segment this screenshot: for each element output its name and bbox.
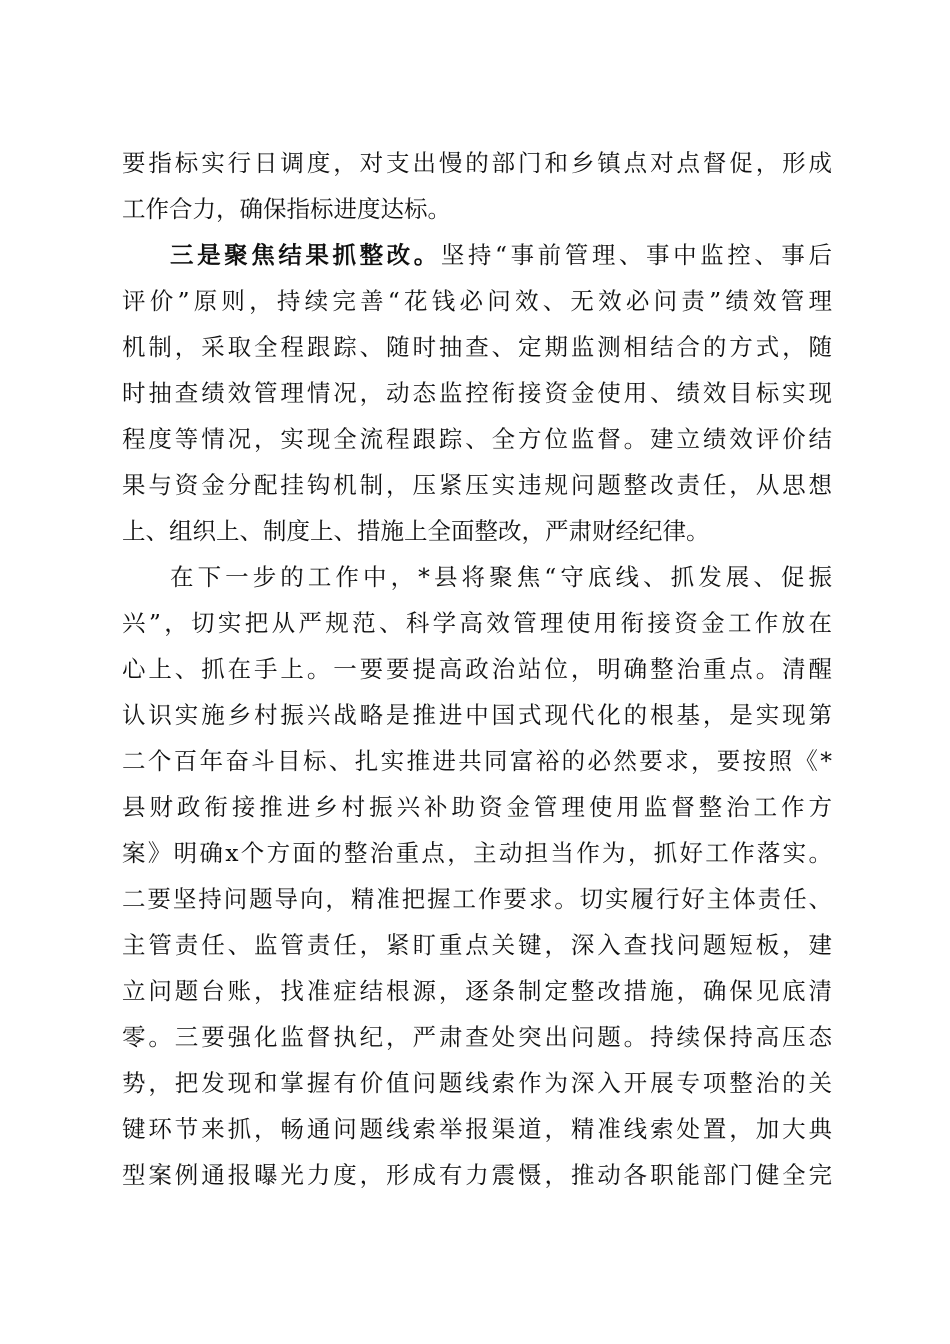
paragraph-3-line-13: 键环节来抓，畅通问题线索举报渠道，精准线索处置，加大典 xyxy=(122,1115,832,1143)
section-heading-3: 三是聚焦结果抓整改。 xyxy=(170,241,441,269)
paragraph-2-line-2: 评价”原则，持续完善“花钱必问效、无效必问责”绩效管理 xyxy=(122,287,832,315)
paragraph-3-line-12: 势，把发现和掌握有价值问题线索作为深入开展专项整治的关 xyxy=(122,1069,832,1097)
paragraph-3-line-2: 兴”，切实把从严规范、科学高效管理使用衔接资金工作放在 xyxy=(122,609,832,637)
paragraph-3-line-9: 主管责任、监管责任，紧盯重点关键，深入查找问题短板，建 xyxy=(122,931,832,959)
paragraph-1-line-1: 要指标实行日调度，对支出慢的部门和乡镇点对点督促，形成 xyxy=(122,149,832,177)
paragraph-3-line-8: 二要坚持问题导向，精准把握工作要求。切实履行好主体责任、 xyxy=(122,885,832,913)
paragraph-1-line-2: 工作合力，确保指标进度达标。 xyxy=(122,195,451,223)
paragraph-3-line-14: 型案例通报曝光力度，形成有力震慑，推动各职能部门健全完 xyxy=(122,1161,832,1189)
paragraph-3-line-5: 二个百年奋斗目标、扎实推进共同富裕的必然要求，要按照《* xyxy=(122,747,832,775)
paragraph-2-line-4: 时抽查绩效管理情况，动态监控衔接资金使用、绩效目标实现 xyxy=(122,379,832,407)
paragraph-3-line-3: 心上、抓在手上。一要要提高政治站位，明确整治重点。清醒 xyxy=(122,655,832,683)
paragraph-2-line-3: 机制，采取全程跟踪、随时抽查、定期监测相结合的方式，随 xyxy=(122,333,832,361)
paragraph-3-line-6: 县财政衔接推进乡村振兴补助资金管理使用监督整治工作方 xyxy=(122,793,832,821)
paragraph-2-line-1 xyxy=(170,235,832,275)
paragraph-2-line-6: 果与资金分配挂钩机制，压紧压实违规问题整改责任，从思想 xyxy=(122,471,832,499)
paragraph-2-line-7: 上、组织上、制度上、措施上全面整改，严肃财经纪律。 xyxy=(122,517,710,545)
paragraph-3-line-4: 认识实施乡村振兴战略是推进中国式现代化的根基，是实现第 xyxy=(122,701,832,729)
paragraph-3-line-1: 在下一步的工作中，*县将聚焦“守底线、抓发展、促振 xyxy=(170,563,832,591)
paragraph-2-line-5: 程度等情况，实现全流程跟踪、全方位监督。建立绩效评价结 xyxy=(122,425,832,453)
paragraph-3-line-11: 零。三要强化监督执纪，严肃查处突出问题。持续保持高压态 xyxy=(122,1023,832,1051)
paragraph-3-line-7: 案》明确x个方面的整治重点，主动担当作为，抓好工作落实。 xyxy=(122,839,832,867)
paragraph-2-line-1-text: 坚持“事前管理、事中监控、事后 xyxy=(440,241,832,269)
paragraph-3-line-10: 立问题台账，找准症结根源，逐条制定整改措施，确保见底清 xyxy=(122,977,832,1005)
